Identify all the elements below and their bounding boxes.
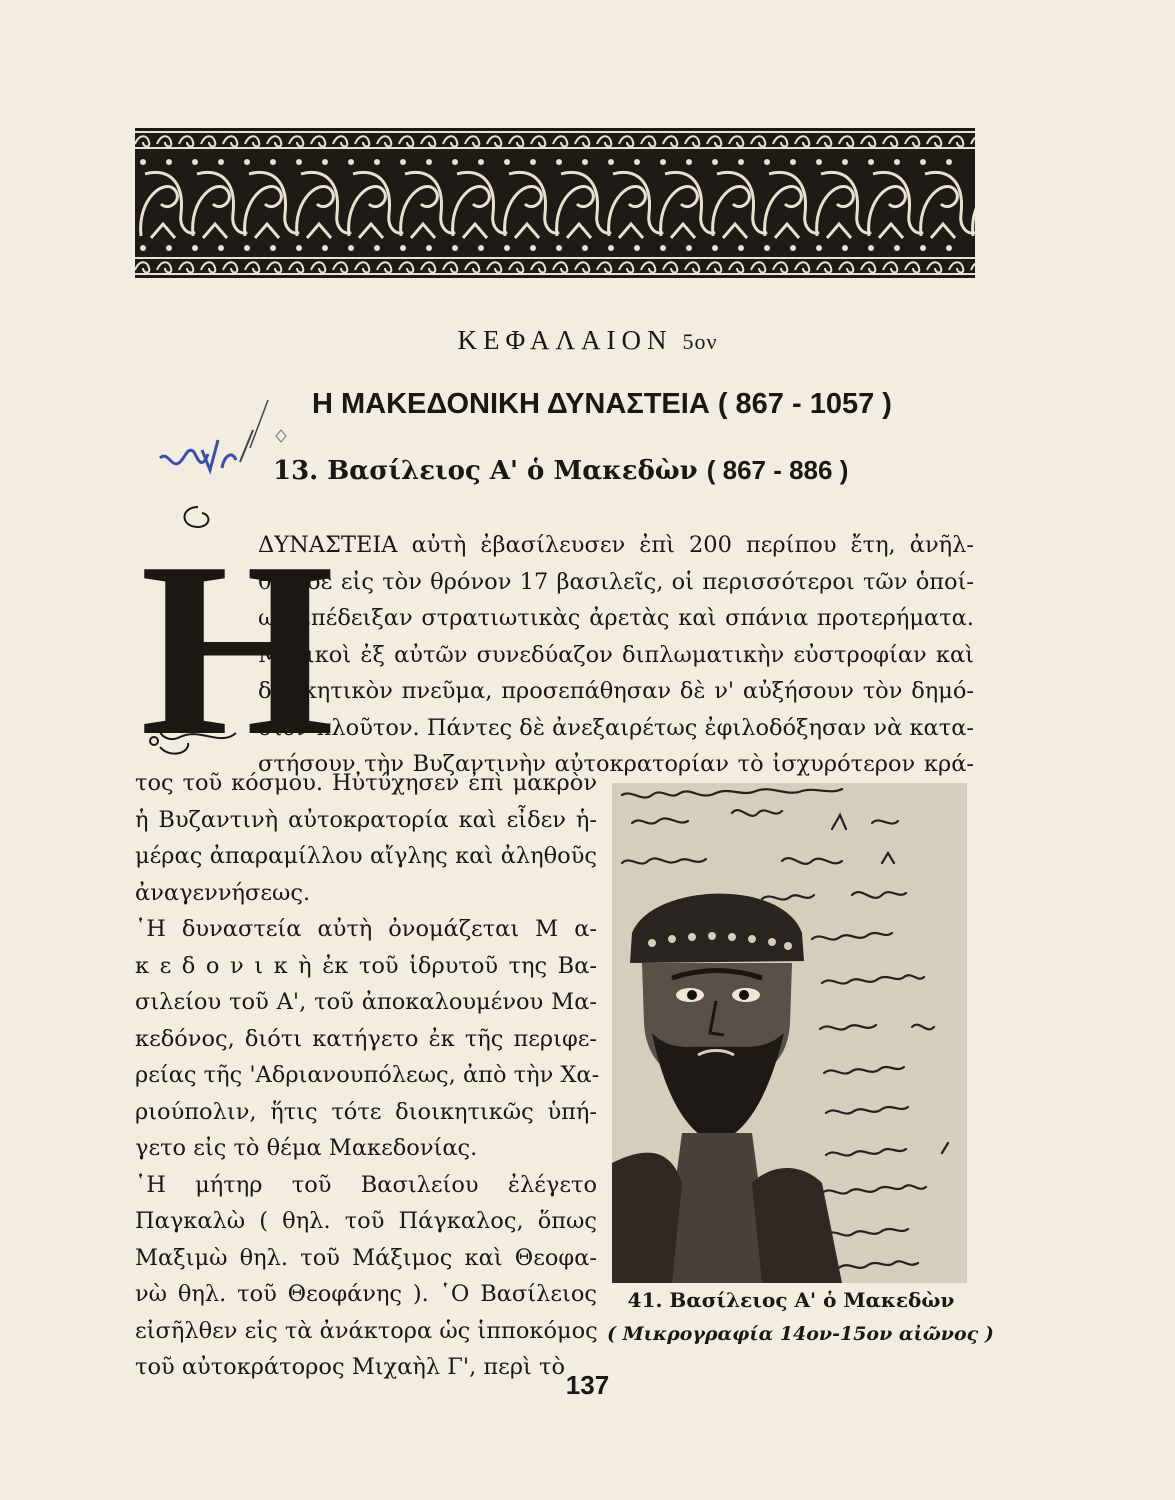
- paragraph-1: [258, 527, 974, 783]
- text-line: σιον πλοῦτον. Πάντες δὲ ἀνεξαιρέτως ἐφιλοδόξησαν νὰ κατα-: [258, 714, 974, 741]
- ornamental-header-band: [135, 128, 975, 278]
- text-line: Μαξιμὼ θηλ. τοῦ Μάξιμος καὶ Θεοφα-: [135, 1244, 597, 1271]
- text-line: εἰσῆλθεν εἰς τὰ ἀνάκτορα ὡς ἱπποκόμος: [135, 1317, 598, 1344]
- text-line: ρείας τῆς 'Αδριανουπόλεως, ἀπὸ τὴν Χα-: [135, 1062, 600, 1088]
- text-line: Παγκαλὼ ( θηλ. τοῦ Πάγκαλος, ὅπως: [135, 1208, 597, 1234]
- drop-cap-letter: Η: [140, 511, 335, 788]
- chapter-number: 5ον: [682, 329, 718, 354]
- section-title: 13. Βασίλειος Α' ὁ Μακεδὼν: [273, 456, 698, 486]
- paragraph-2: [135, 765, 600, 1386]
- portrait-miniature-image: [612, 783, 967, 1283]
- section-years: ( 867 - 886 ): [706, 455, 849, 485]
- text-line: ΔΥΝΑΣΤΕΙΑ αὐτὴ ἐβασίλευσεν ἐπὶ 200 περίπου ἔτη, ἀνῆλ-: [258, 532, 974, 558]
- section-heading: [273, 455, 848, 486]
- text-line: ῾Η δυναστεία αὐτὴ ὀνομάζεται Μ α-: [135, 916, 597, 942]
- text-line: διοικητικὸν πνεῦμα, προσεπάθησαν δὲ ν' αὐξήσουν τὸν δημό-: [258, 678, 974, 704]
- text-line: τοῦ αὐτοκράτορος Μιχαὴλ Γ', περὶ τὸ: [135, 1354, 566, 1380]
- chapter-title: Η ΜΑΚΕΔΟΝΙΚΗ ΔΥΝΑΣΤΕΙΑ ( 867 - 1057 ): [312, 388, 892, 420]
- text-line: κ ε δ ο ν ι κ ὴ ἐκ τοῦ ἱδρυτοῦ της Βα-: [135, 952, 597, 979]
- text-line: μέρας ἀπαραμίλλου αἴγλης καὶ ἀληθοῦς: [135, 843, 597, 869]
- chapter-label: ΚΕΦΑΛΑΙΟΝ: [457, 325, 673, 355]
- text-line: νὼ θηλ. τοῦ Θεοφάνης ). ῾Ο Βασίλειος: [135, 1281, 597, 1307]
- text-line: κεδόνος, διότι κατήγετο ἐκ τῆς περιφε-: [135, 1025, 597, 1052]
- text-line: ριούπολιν, ἥτις τότε διοικητικῶς ὑπή-: [135, 1098, 597, 1125]
- text-line: ων ἐπέδειξαν στρατιωτικὰς ἀρετὰς καὶ σπάνια προτερήματα.: [258, 605, 974, 631]
- text-line: ἡ Βυζαντινὴ αὐτοκρατορία καὶ εἶδεν ἡ-: [135, 806, 597, 833]
- text-line: ἀναγεννήσεως.: [135, 879, 311, 906]
- figure-subcaption: ( Μικρογραφία 14ον-15ον αἰῶνος ): [607, 1323, 994, 1345]
- chapter-heading: [0, 325, 1175, 356]
- text-line: θον δὲ εἰς τὸν θρόνον 17 βασιλεῖς, οἱ περισσότεροι τῶν ὁποί-: [258, 568, 974, 595]
- text-line: σιλείου τοῦ Α', τοῦ ἀποκαλουμένου Μα-: [135, 989, 597, 1015]
- text-line: ῾Η μήτηρ τοῦ Βασιλείου ἐλέγετο: [135, 1171, 597, 1198]
- text-line: τος τοῦ κόσμου. Ηὐτύχησεν ἐπὶ μακρὸν: [135, 770, 597, 796]
- text-line: Μερικοὶ ἐξ αὐτῶν συνεδύαζον διπλωματικὴν εὐστροφίαν καὶ: [258, 641, 974, 668]
- drop-cap: [140, 497, 335, 788]
- text-line: γετο εἰς τὸ θέμα Μακεδονίας.: [135, 1135, 478, 1161]
- figure-caption: 41. Βασίλειος Α' ὁ Μακεδὼν: [627, 1288, 955, 1312]
- page-number: 137: [565, 1370, 610, 1400]
- text-line: στήσουν τὴν Βυζαντινὴν αὐτοκρατορίαν τὸ ἰσχυρότερον κρά-: [258, 751, 974, 777]
